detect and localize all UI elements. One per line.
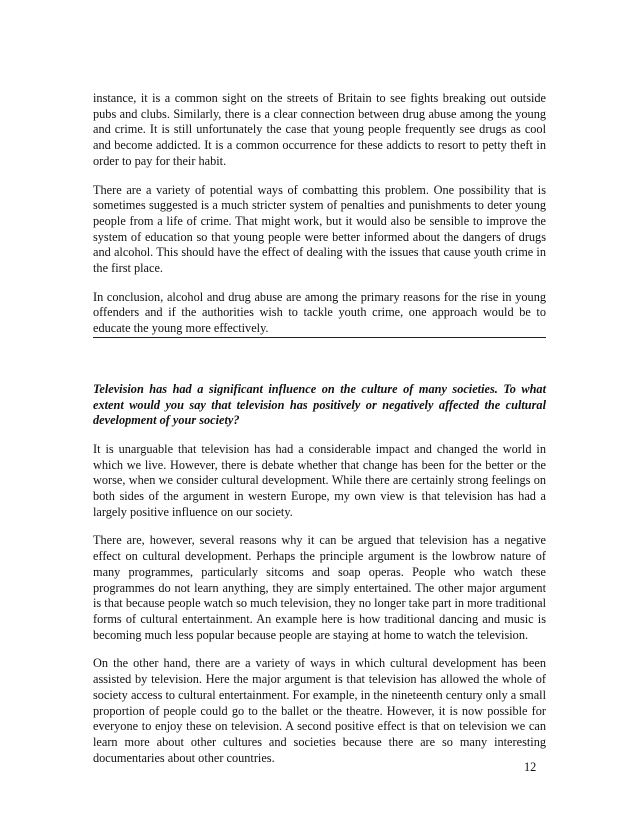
paragraph-combatting-problem: There are a variety of potential ways of combatting this problem. One possibility that is sometimes suggested is a much stricter system of penalties and punishments to deter young people from a life of crime. That might work, but it would also be sensible to improve the system of education so that young people were better informed about the dangers of drugs and alcohol. This should have the effect of dealing with the issues that cause youth crime in the first place.	[93, 182, 546, 276]
page-content	[93, 91, 546, 766]
paragraph-conclusion: In conclusion, alcohol and drug abuse are among the primary reasons for the rise in young offenders and if the authorities wish to tackle youth crime, one approach would be to educate the young more effectively.	[93, 289, 546, 336]
paragraph-youth-crime-causes: instance, it is a common sight on the streets of Britain to see fights breaking out outside pubs and clubs. Similarly, there is a clear connection between drug abuse among the young and crime. It is still unfortunately the case that young people frequently see drugs as cool and become addicted. It is a common occurrence for these addicts to resort to petty theft in order to pay for their habit.	[93, 91, 546, 168]
paragraph-negative-effects: There are, however, several reasons why it can be argued that television has a negative effect on cultural development. Perhaps the principle argument is the lowbrow nature of many programmes, particularly sitcoms and soap operas. People who watch these programmes do not learn anything, they are simply entertained. The other major argument is that because people watch so much television, they no longer take part in more traditional forms of cultural entertainment. An example here is how traditional dancing and music is becoming much less popular because people are staying at home to watch the television.	[93, 533, 546, 642]
paragraph-introduction: It is unarguable that television has had a considerable impact and changed the world in which we live. However, there is debate whether that change has been for the better or the worse, when we consider cultural development. While there are certainly strong feelings on both sides of the argument in western Europe, my own view is that television has had a largely positive influence on our society.	[93, 441, 546, 519]
essay-question: Television has had a significant influence on the culture of many societies. To what extent would you say that television has positively or negatively affected the cultural development of your society?	[93, 381, 546, 428]
paragraph-positive-effects: On the other hand, there are a variety of ways in which cultural development has been assisted by television. Here the major argument is that television has allowed the whole of society access to cultural entertainment. For example, in the nineteenth century only a small proportion of people could go to the ballet or the theatre. However, it is now possible for everyone to enjoy these on television. A second positive effect is that on television we can learn more about other cultures and societies because there are so many interesting documentaries about other countries.	[93, 656, 546, 765]
page-number: 12	[524, 760, 537, 774]
